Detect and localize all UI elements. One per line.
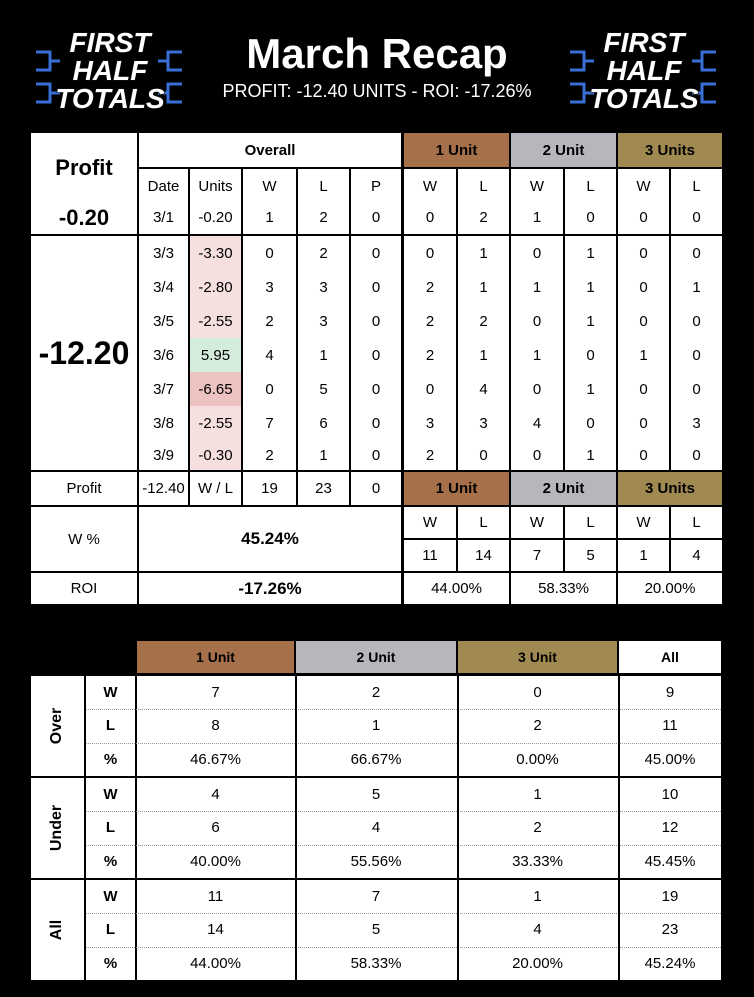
row-u3w: 0 xyxy=(618,201,669,234)
stat-value: 0 xyxy=(533,684,542,701)
logo-text-half: HALF xyxy=(606,55,682,86)
unit-header-1: 1 Unit xyxy=(404,133,509,167)
row-date: 3/4 xyxy=(139,270,188,304)
row-u2w: 0 xyxy=(511,304,563,338)
row-u1w: 3 xyxy=(404,406,456,440)
row-losses: 2 xyxy=(298,236,349,270)
stat-label: W xyxy=(103,684,118,701)
unit-total-losses: 14 xyxy=(458,540,509,571)
unit-total-losses: 4 xyxy=(671,540,722,571)
stat-value: 4 xyxy=(211,786,220,803)
stat-value: 1 xyxy=(371,717,381,735)
stat-value: 4 xyxy=(533,921,542,939)
row-units: -2.55 xyxy=(190,304,241,338)
row-u1l: 2 xyxy=(458,304,509,338)
logo-text-half: HALF xyxy=(72,55,148,86)
stat-value: 11 xyxy=(662,717,678,735)
row-date: 3/5 xyxy=(139,304,188,338)
win-pct-value: 45.24% xyxy=(139,507,401,571)
row-u2w: 1 xyxy=(511,338,563,372)
unit-total-pct: 58.33% xyxy=(511,573,616,604)
summary-header-3: 3 Unit xyxy=(458,641,617,673)
row-u2w: 0 xyxy=(511,236,563,270)
unit-total-wins: 1 xyxy=(618,540,669,571)
row-u1l: 1 xyxy=(458,338,509,372)
wl-header: W xyxy=(618,169,669,203)
row-divider xyxy=(86,947,721,948)
column-separator xyxy=(295,880,297,980)
week2-profit: -12.20 xyxy=(31,236,137,470)
row-u3w: 0 xyxy=(618,270,669,304)
column-separator xyxy=(295,676,297,776)
stat-value: 7 xyxy=(211,684,220,701)
row-divider xyxy=(86,743,721,744)
row-units: -0.30 xyxy=(190,440,241,470)
stat-label: % xyxy=(103,954,118,972)
wl-header: L xyxy=(671,169,722,203)
totals-wins: 19 xyxy=(243,472,296,505)
column-header-p: P xyxy=(351,169,401,203)
row-u3w: 0 xyxy=(618,236,669,270)
stat-value: 9 xyxy=(665,684,675,701)
page-title: March Recap xyxy=(246,30,508,77)
unit-total-wins: 11 xyxy=(404,540,456,571)
stat-value: 46.67% xyxy=(190,750,241,768)
unit-total-pct: 44.00% xyxy=(404,573,509,604)
stat-value: 2 xyxy=(371,684,381,701)
row-u2l: 0 xyxy=(565,406,616,440)
wl-header: L xyxy=(565,169,616,203)
stat-value: 4 xyxy=(371,819,381,837)
column-separator xyxy=(295,778,297,878)
row-u3w: 0 xyxy=(618,304,669,338)
stat-value: 12 xyxy=(661,819,679,837)
unit-totals-wl-header: L xyxy=(671,507,722,538)
row-u3l: 0 xyxy=(671,201,722,234)
stat-label: L xyxy=(105,819,116,837)
group-all-label: All xyxy=(48,919,66,941)
column-header-w: W xyxy=(243,169,296,203)
unit-header-3: 3 Units xyxy=(618,133,722,167)
stat-value: 33.33% xyxy=(512,852,563,870)
row-u3l: 0 xyxy=(671,372,722,406)
column-separator xyxy=(618,880,620,980)
row-units: -2.55 xyxy=(190,406,241,440)
row-wins: 3 xyxy=(243,270,296,304)
row-u1w: 2 xyxy=(404,440,456,470)
row-pushes: 0 xyxy=(351,372,401,406)
row-divider xyxy=(86,913,721,914)
logo-text-first: FIRST xyxy=(603,27,685,58)
wl-header: W xyxy=(511,169,563,203)
row-u3w: 0 xyxy=(618,372,669,406)
row-pushes: 0 xyxy=(351,236,401,270)
row-date: 3/1 xyxy=(139,201,188,234)
row-u2l: 1 xyxy=(565,372,616,406)
row-losses: 5 xyxy=(298,372,349,406)
unit-total-wins: 7 xyxy=(511,540,563,571)
unit-totals-wl-header: W xyxy=(404,507,456,538)
logo-text-totals: TOTALS xyxy=(589,83,699,114)
column-separator xyxy=(457,676,459,776)
row-units: 5.95 xyxy=(190,338,241,372)
group-over xyxy=(31,676,84,776)
row-u3l: 1 xyxy=(671,270,722,304)
row-date: 3/9 xyxy=(139,440,188,470)
row-u1l: 0 xyxy=(458,440,509,470)
totals-losses: 23 xyxy=(298,472,349,505)
row-u1l: 3 xyxy=(458,406,509,440)
stat-value: 7 xyxy=(371,888,381,905)
logo-text-first: FIRST xyxy=(69,27,151,58)
row-wins: 0 xyxy=(243,236,296,270)
summary-header-4: All xyxy=(619,641,721,673)
totals-units: -12.40 xyxy=(139,472,188,505)
row-divider xyxy=(86,845,721,846)
row-u2l: 0 xyxy=(565,201,616,234)
page-subtitle: PROFIT: -12.40 UNITS - ROI: -17.26% xyxy=(222,81,532,101)
stat-value: 10 xyxy=(661,786,679,803)
unit-totals-wl-header: W xyxy=(511,507,563,538)
stat-value: 45.24% xyxy=(644,954,696,972)
stat-value: 2 xyxy=(533,819,542,837)
stat-label: W xyxy=(103,888,118,905)
unit-totals-header-3: 3 Units xyxy=(618,472,722,505)
stat-value: 11 xyxy=(207,888,224,905)
row-pushes: 0 xyxy=(351,304,401,338)
week1-profit: -0.20 xyxy=(31,201,137,234)
column-separator xyxy=(457,880,459,980)
row-units: -0.20 xyxy=(190,201,241,234)
stat-value: 44.00% xyxy=(190,954,241,972)
row-wins: 1 xyxy=(243,201,296,234)
column-separator xyxy=(457,778,459,878)
stat-value: 20.00% xyxy=(512,954,563,972)
row-wins: 0 xyxy=(243,372,296,406)
row-pushes: 0 xyxy=(351,406,401,440)
group-all xyxy=(31,880,84,980)
profit-column-header: Profit xyxy=(31,133,137,203)
row-u1w: 2 xyxy=(404,338,456,372)
summary-header-2: 2 Unit xyxy=(296,641,456,673)
row-u2w: 0 xyxy=(511,440,563,470)
row-u2l: 1 xyxy=(565,304,616,338)
row-u1w: 2 xyxy=(404,304,456,338)
stat-value: 40.00% xyxy=(190,852,241,870)
stat-value: 1 xyxy=(533,888,542,905)
unit-totals-header-1: 1 Unit xyxy=(404,472,509,505)
unit-totals-wl-header: L xyxy=(458,507,509,538)
logo-text-totals: TOTALS xyxy=(55,83,165,114)
totals-profit-label: Profit xyxy=(31,472,137,505)
stat-label: W xyxy=(103,786,118,803)
row-u1l: 4 xyxy=(458,372,509,406)
column-header-l: L xyxy=(298,169,349,203)
row-u2w: 0 xyxy=(511,372,563,406)
stat-label: L xyxy=(105,717,116,735)
row-u3w: 0 xyxy=(618,440,669,470)
stat-value: 8 xyxy=(211,717,220,735)
stat-label: % xyxy=(103,852,118,870)
row-u3l: 0 xyxy=(671,338,722,372)
row-pushes: 0 xyxy=(351,270,401,304)
row-u2l: 1 xyxy=(565,270,616,304)
unit-header-2: 2 Unit xyxy=(511,133,616,167)
row-u3l: 0 xyxy=(671,236,722,270)
unit-total-losses: 5 xyxy=(565,540,616,571)
unit-totals-wl-header: L xyxy=(565,507,616,538)
row-losses: 1 xyxy=(298,338,349,372)
stat-value: 58.33% xyxy=(350,954,402,972)
row-date: 3/7 xyxy=(139,372,188,406)
row-u1l: 1 xyxy=(458,236,509,270)
column-header-date: Date xyxy=(139,169,188,203)
row-divider xyxy=(86,811,721,812)
row-u2l: 1 xyxy=(565,440,616,470)
row-u2l: 1 xyxy=(565,236,616,270)
group-under xyxy=(31,778,84,878)
row-date: 3/3 xyxy=(139,236,188,270)
wl-header: L xyxy=(458,169,509,203)
row-losses: 2 xyxy=(298,201,349,234)
unit-totals-wl-header: W xyxy=(618,507,669,538)
row-u2l: 0 xyxy=(565,338,616,372)
stat-value: 45.45% xyxy=(644,852,696,870)
stat-value: 55.56% xyxy=(350,852,402,870)
stat-value: 5 xyxy=(371,786,381,803)
row-u3l: 0 xyxy=(671,304,722,338)
stat-value: 14 xyxy=(207,921,224,939)
row-units: -6.65 xyxy=(190,372,241,406)
row-wins: 4 xyxy=(243,338,296,372)
row-losses: 3 xyxy=(298,270,349,304)
row-u3l: 0 xyxy=(671,440,722,470)
stat-value: 5 xyxy=(371,921,381,939)
stat-value: 45.00% xyxy=(644,750,696,768)
row-date: 3/8 xyxy=(139,406,188,440)
stat-value: 2 xyxy=(533,717,542,735)
roi-label: ROI xyxy=(31,573,137,604)
group-under-label: Under xyxy=(48,804,66,852)
stat-value: 66.67% xyxy=(350,750,402,768)
row-divider xyxy=(86,709,721,710)
row-u3w: 1 xyxy=(618,338,669,372)
column-header-units: Units xyxy=(190,169,241,203)
row-losses: 3 xyxy=(298,304,349,338)
stat-value: 23 xyxy=(661,921,679,939)
stat-value: 1 xyxy=(533,786,542,803)
wl-header: W xyxy=(404,169,456,203)
unit-total-pct: 20.00% xyxy=(618,573,722,604)
row-u2w: 1 xyxy=(511,201,563,234)
totals-pushes: 0 xyxy=(351,472,401,505)
row-wins: 2 xyxy=(243,304,296,338)
row-u2w: 4 xyxy=(511,406,563,440)
stat-value: 6 xyxy=(211,819,220,837)
row-units: -3.30 xyxy=(190,236,241,270)
column-separator xyxy=(618,778,620,878)
stat-label: % xyxy=(103,750,118,768)
row-wins: 7 xyxy=(243,406,296,440)
row-u1w: 0 xyxy=(404,201,456,234)
row-pushes: 0 xyxy=(351,440,401,470)
roi-value: -17.26% xyxy=(139,573,401,604)
overall-header: Overall xyxy=(139,133,401,167)
unit-totals-header-2: 2 Unit xyxy=(511,472,616,505)
stat-label: L xyxy=(105,921,116,939)
row-u3w: 0 xyxy=(618,406,669,440)
row-u3l: 3 xyxy=(671,406,722,440)
row-u1l: 1 xyxy=(458,270,509,304)
group-over-label: Over xyxy=(48,707,66,745)
row-u1w: 0 xyxy=(404,372,456,406)
win-pct-label: W % xyxy=(31,507,137,571)
row-losses: 6 xyxy=(298,406,349,440)
row-pushes: 0 xyxy=(351,201,401,234)
row-u1w: 0 xyxy=(404,236,456,270)
totals-wl-label: W / L xyxy=(190,472,241,505)
row-pushes: 0 xyxy=(351,338,401,372)
row-losses: 1 xyxy=(298,440,349,470)
stat-value: 19 xyxy=(661,888,679,905)
stat-value: 0.00% xyxy=(516,750,559,768)
summary-header-1: 1 Unit xyxy=(137,641,294,673)
row-u1w: 2 xyxy=(404,270,456,304)
row-date: 3/6 xyxy=(139,338,188,372)
row-wins: 2 xyxy=(243,440,296,470)
row-u2w: 1 xyxy=(511,270,563,304)
column-separator xyxy=(618,676,620,776)
row-u1l: 2 xyxy=(458,201,509,234)
row-units: -2.80 xyxy=(190,270,241,304)
